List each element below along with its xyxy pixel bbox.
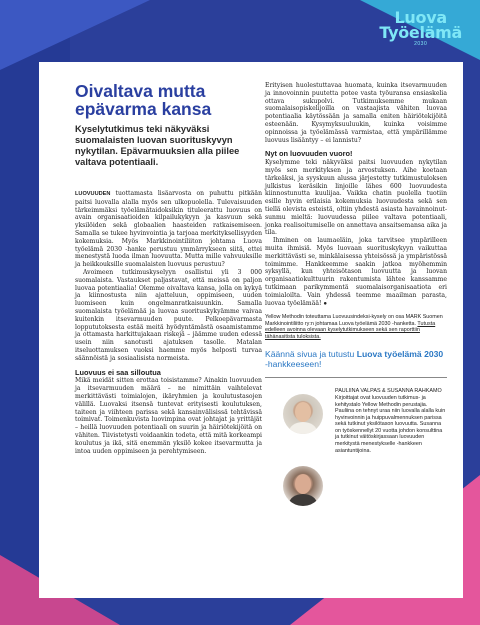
paragraph-6 [265,237,447,307]
article-card [39,62,463,598]
cta-text-2: -hankkeeseen! [265,359,322,370]
end-mark: ● [323,299,328,307]
article-lead: Kyselytutkimus teki näkyväksi suomalaisten luovan suorituskyvyn nykytilan. Epävarmuuksien alla piilee valtava potentiaali. [75,124,240,167]
cta-project-name: Luova työelämä 2030 [356,349,444,360]
paragraph-1-text: tuottamasta lisäarvosta on puhuttu pitkään paitsi luovalla alalla myös sen ulkopuolella. Tulevaisuuden tärkeimmäksi työelämätaidoksikin tituleerattu luovuus on avain organisaatioiden kilpailukykyyn ja kasvuun sekä yksilöiden sekä globaalien haasteiden ratkaisemiseen. Samalla se tukee hyvinvointia ja tarjoaa merkityksellisyyden kokemuksia. Myös Markkinointiliiton johtama Luova työelämä 2030 -hanke perustuu ymmärrykseen siitä, ettei menestystä luoda ilman luovuutta. Mutta mille vahvuuksille ja heikkouksille suomalaisten luovuus perustuu? [75,190,262,269]
logo-line-1: Luova [394,8,447,27]
background-shape-top [0,0,150,70]
paragraph-4: Erityisen huolestuttavaa huomata, kuinka itsevarmuuden ja innovoinnin puutetta potee vasta työuransa ensiaskelia ottava sukupolvi. Tutkimuksemme mukaan suomalaisopiskelijoilla on vastaajista vähiten luovaa potentiaalia käytössään ja samalla eniten häiriötekijöitä esteenään. Kysymyksuuluukin, kuinka voisimme opinnoissa ja työelämässä varmistaa, että ympärillämme luovuus lisääntyy – ei lannistu? [265,82,447,144]
divider [265,377,447,378]
cta-text-1: Käännä sivua ja tutustu [265,349,357,360]
authors-bio [335,388,447,454]
survey-link[interactable]: Tutusta edelleen avoinna olevaan kyselytutkimukseen sekä sen raporttiin tähänasitista tuloksista. [265,320,436,340]
paragraph-2: Avoimeen tutkimuskyselyyn osallistui yli 3 000 suomalaista. Vastaukset paljastavat, että meissä on paljon luovaa potentiaalia! Olemme oivaltava kansa, jolla on kykyä ja kiinnostusta niin ajatteluun, oppimiseen, uuden luomiseen kuin ongelmanratkaisuunkin. Samalla suomalaista työelämää ja luovaa suorituskykyämme vaivaa kuitenkin itsevarmuuden puute. Pelkoepävarmasta loppututoksesta estää meitä hyödyntämästä osaamistamme ja ottamasta harkittujakaan riskejä – jäämme uuden edessä usein niin sanotusti ajatuksen tasolle. Matalan itseluottamuksen vuoksi haemme myös helposti turvaa säännöistä ja sosiaalisista normeista. [75,268,262,362]
call-to-action [265,349,447,369]
authors-box [265,388,447,538]
authors-names: PAULIINA VALPAS & SUSANNA RAHKAMO [335,388,442,395]
luova-tyoelama-logo [379,10,462,47]
article-column-right [265,82,447,538]
paragraph-3: Mikä meidät sitten erottaa toisistamme? Ainakin luovuuden ja itsevarmuuden määrä – ne nimittäin vaihtelevat merkittävästi toimialojen, ikäryhmien ja koulutustasojen välillä. Luovaksi itsensä tuntevat erityisesti koulutuksen, taiteen ja viihteen parissa sekä kansainvälisissä tehtävissä toimivat. Toimenkuvista luovimpina ovat johtajat ja yrittäjät – heillä luovuuden potentiaali on suurin ja häiriötekijöitä on vähiten. Tiivistetysti voidaankin todeta, että mitä korkeampi koulutus ja ikä, sitä enemmän yksilö kokee itsevarmutta ja intoa uuden oppimiseen ja perehtymiseen. [75,377,262,455]
source-note [265,314,447,340]
paragraph-5: Kyselymme teki näkyväksi paitsi luovuuden nykytilan myös sen merkityksen ja arvostuksen. Aihe koetaan tärkeäksi, ja syyskuun alussa järjestetty tutkimustuloksen julkistus keräsikin linjoille lähes 600 luovuudesta kiinnostunutta kuulijaa. Vaikka chatin puolella tuotiin esille hyvin erilaisia kokemuksia luovuudesta sekä sen tiellä olevista esteistä, oltiin yhdestä asiasta havainnoinut-sunmu mieltä: luovuudessa piilee valtava potentiaali, jonka realisoitumiselle on annettava ansaitsemansa aika ja tila. [265,159,447,237]
article-title: Oivaltava mutta epävarma kansa [75,81,212,119]
paragraph-6-text: Ihminen on laumaeläin, joka tarvitsee ympärilleen muita ihmisiä. Myös luovaan suorituskykyyn vaikuttaa merkittävästi se, minkälaisessa yhteisössä ja ympäristössä toimimme. Hankkeemme saakin jatkoa myöhemmin syksyllä, kun yhteisötason luovuutta ja luovan organisaatiokulttuurin rakentumista lähtee kanssamme tutkimaan parikymmentä suomalaisorganisaatiota eri toimialoilta. Vain yhdessä teemme maailman parasta, luovaa työelämää! [265,237,447,307]
paragraph-1-lead: LUOVUUDEN [75,191,111,197]
author-photo-susanna [283,466,323,506]
authors-bio-text: Kirjoittajat ovat luovuuden tutkimus- ja kehitystalo Yellow Methodin perustajia. Pauliina on tehnyt uraa niin luovalla alalla kuin hyvinvoinnin ja huippuvalmennuksen parissa sekä tutkinut yksilötason luovuutta. Susanna on työskennellyt 20 vuotta johdon konsulttina ja tutkinut väitöskirjassaan luovuuden merkitystä menestykselle -hankkeen asiantuntijoina. [335,394,446,454]
logo-line-3: 2030 [414,41,428,47]
source-note-text: Yellow Methodin toteuttama Luovuusindeksi-kysely on osa MARK Suomen Markkinointiliitto ry:n johtamaa Luova työelämä 2030 -hanketta. [265,314,443,327]
subheading-2: Nyt on luovuuden vuoro! [265,149,353,159]
article-column-left [75,82,262,455]
logo-line-2: Työelämä [379,23,462,42]
author-photo-pauliina [283,394,323,434]
paragraph-1 [75,190,262,269]
subheading-1: Luovuus ei saa silloutua [75,367,161,377]
